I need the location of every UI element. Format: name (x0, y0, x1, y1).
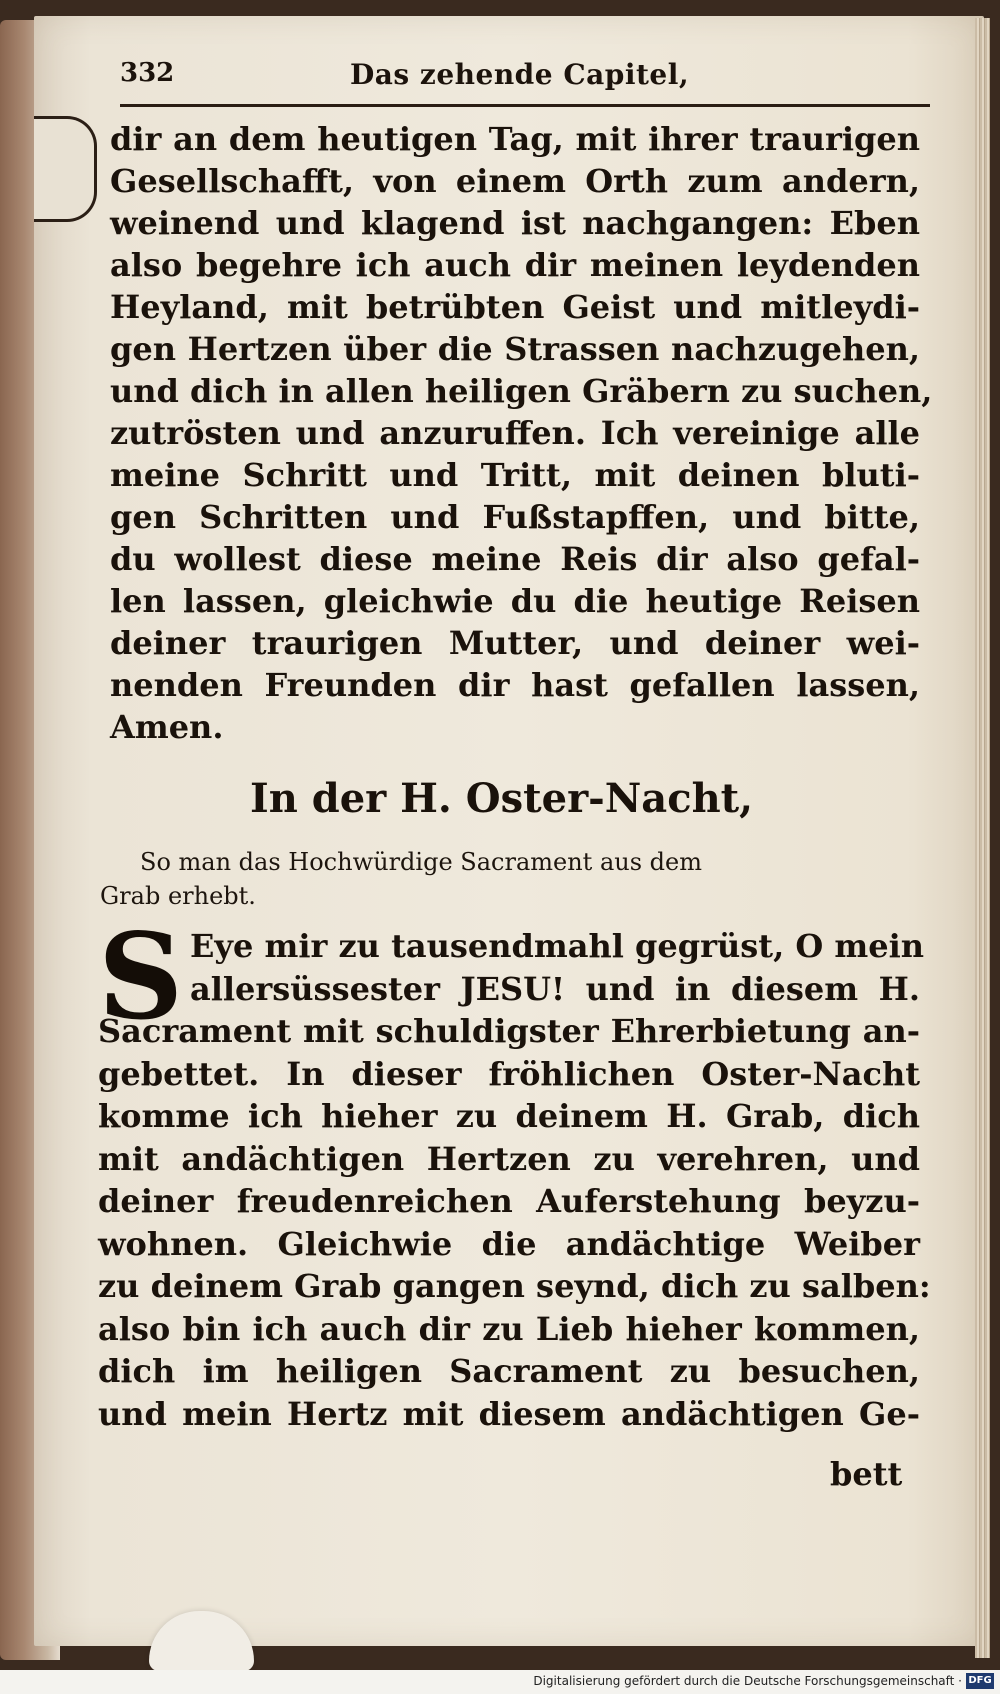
text-line: wohnen. Gleichwie die andächtige Weiber (98, 1224, 920, 1263)
text-line: Heyland, mit betrübten Geist und mitleydi- (110, 288, 920, 326)
drop-cap: S (98, 907, 184, 1046)
dfg-logo[interactable]: DFG (966, 1673, 994, 1689)
running-head: Das zehende Capitel, (350, 58, 690, 91)
text-line: dich im heiligen Sacrament zu besuchen, (98, 1352, 920, 1390)
text-line: Eye mir zu tausendmahl gegrüst, O mein (190, 927, 924, 965)
text-line: gen Schritten und Fußstapffen, und bitte, (110, 498, 920, 536)
section-heading: In der H. Oster-Nacht, (250, 775, 754, 822)
page-tab-mark (34, 116, 97, 222)
text-line: also begehre ich auch dir meinen leydenden (110, 246, 920, 284)
text-line: meine Schritt und Tritt, mit deinen bluti- (110, 456, 920, 494)
text-line: len lassen, gleichwie du die heutige Reisen (110, 582, 920, 620)
page-number: 332 (120, 58, 175, 88)
text-line: und mein Hertz mit diesem andächtigen Ge- (98, 1394, 920, 1433)
text-line: komme ich hieher zu deinem H. Grab, dich (98, 1097, 920, 1135)
subheading-line: Grab erhebt. (100, 882, 256, 910)
footer-bar (0, 1670, 1000, 1694)
paragraph-prayer-end (110, 118, 933, 748)
text-line: Gesellschafft, von einem Orth zum andern, (110, 162, 920, 200)
page-header (120, 58, 920, 98)
text-line: dir an dem heutigen Tag, mit ihrer traurigen (110, 120, 920, 158)
footer-credit: Digitalisierung gefördert durch die Deutsche Forschungsgemeinschaft · (533, 1674, 962, 1688)
section-subheading (100, 845, 920, 913)
page-smudge (149, 1611, 254, 1671)
binding-shadow (990, 10, 1000, 1670)
text-line: nenden Freunden dir hast gefallen lassen, (110, 666, 920, 704)
text-line: zu deinem Grab gangen seynd, dich zu salben: (98, 1267, 931, 1305)
header-rule (120, 104, 930, 107)
text-line: zutrösten und anzuruffen. Ich vereinige alle (110, 414, 920, 452)
text-line: mit andächtigen Hertzen zu verehren, und (98, 1139, 920, 1178)
text-line: also bin ich auch dir zu Lieb hieher kommen, (98, 1309, 920, 1348)
text-line: gebettet. In dieser fröhlichen Oster-Nacht (98, 1054, 920, 1093)
text-line: und dich in allen heiligen Gräbern zu suchen, (110, 372, 933, 410)
text-line: du wollest diese meine Reis dir also gefal- (110, 540, 920, 578)
text-line: allersüssester JESU! und in diesem H. (190, 969, 920, 1008)
subheading-line: So man das Hochwürdige Sacrament aus dem (140, 848, 702, 876)
text-line: deiner traurigen Mutter, und deiner wei- (110, 624, 920, 662)
text-line: Sacrament mit schuldigster Ehrerbietung an- (98, 1012, 920, 1050)
paragraph-prayer (98, 925, 931, 1435)
text-line: gen Hertzen über die Strassen nachzugehen, (110, 330, 920, 368)
text-line: Amen. (110, 708, 224, 746)
text-line: deiner freudenreichen Auferstehung beyzu- (98, 1182, 920, 1220)
text-line: weinend und klagend ist nachgangen: Eben (110, 204, 920, 242)
catchword: bett (830, 1455, 903, 1493)
